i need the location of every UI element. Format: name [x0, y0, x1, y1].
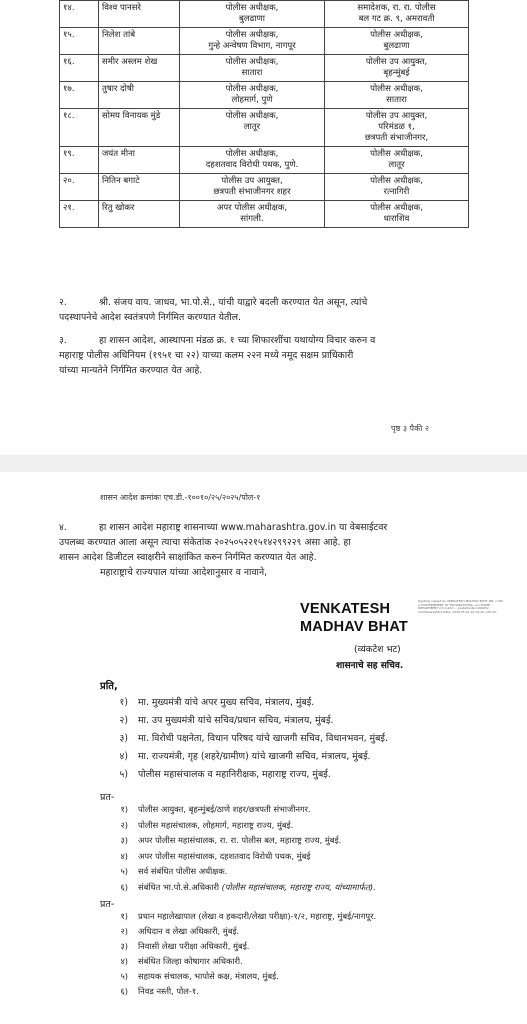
list-number: १)	[119, 697, 128, 708]
list-text: संबंधित जिल्हा कोषागार अधिकारी.	[138, 956, 243, 966]
list-item	[100, 833, 376, 849]
table-row	[60, 201, 469, 228]
officer-name-cell: रितु खोकर	[99, 201, 180, 228]
para-number: ४.	[59, 522, 67, 533]
list-number: १)	[120, 911, 128, 921]
list-text: पोलीस महासंचालक व महानिरीक्षक, महाराष्ट्र राज्य, मुंबई.	[138, 769, 331, 780]
para-text: हा शासन आदेश महाराष्ट्र शासनाच्या www.maharashtra.gov.in या वेबसाईटवर	[99, 522, 388, 533]
cell-line: समादेशक, रा. रा. पोलीस	[357, 3, 436, 13]
document-page-1	[0, 0, 527, 455]
list-number: २)	[119, 715, 128, 726]
signer-name-marathi: (व्यंकटेश भट)	[354, 645, 401, 655]
cell-line: धाराशिव	[383, 214, 410, 224]
cell-line: दहशतवाद विरोधी पथक, पुणे.	[205, 160, 299, 170]
para-text: शासन आदेश डिजीटल स्वाक्षरीने साक्षांकित करुन निर्गमित करण्यात येत आहे.	[59, 552, 317, 563]
list-item	[100, 939, 376, 954]
officer-name-cell: नितिन बगाटे	[99, 174, 180, 201]
cell-line: सातारा	[241, 68, 263, 78]
list-text: अपर पोलीस महासंचालक, दहशतवाद विरोधी पथक, मुंबई	[138, 850, 311, 861]
list-number: २)	[120, 819, 128, 830]
cell-line: सांगली.	[240, 214, 264, 224]
list-number: १)	[120, 804, 128, 814]
signature-certificate-details: Digitally signed by VENKATESH MADHAV BHAT DN: c=IN, o=GOVERNMENT OF MAHARASHTRA, ou=HOME DEPARTMENT 2.5.4.20=... postalCode=400032, st=Maharashtra Date: 2025.05.22 15:14:29 +05'30'	[418, 599, 504, 614]
table-row	[60, 28, 469, 55]
list-text: अपर पोलीस महासंचालक, रा. रा. पोलीस बल, महाराष्ट्र राज्य, मुंबई.	[138, 835, 342, 845]
cell-line: बृहन्मुंबई	[383, 68, 410, 78]
cell-line: पोलीस उप आयुक्त,	[365, 111, 428, 121]
cell-line: पोलीस अधीक्षक,	[370, 30, 423, 40]
current-post-cell	[180, 55, 325, 82]
new-post-cell	[325, 28, 469, 55]
cell-line: पोलीस अधीक्षक,	[225, 57, 279, 67]
page-separator	[0, 455, 527, 472]
file-reference: शासन आदेश क्रमांकः एच.डी.-१००१०/२५/२०२५/पोल-१	[100, 493, 261, 502]
list-item	[100, 969, 376, 984]
para-text: हा शासन आदेश, आस्थापना मंडळ क्र. १ च्या शिफारशींचा यथायोग्य विचार करुन व	[99, 335, 376, 346]
list-number: ३)	[120, 835, 128, 845]
list-text: अधिदान व लेखा अधिकारी, मुंबई.	[138, 926, 240, 936]
list-item	[100, 766, 388, 784]
signature-name-line2: MADHAV BHAT	[300, 619, 408, 635]
list-item	[100, 802, 376, 818]
new-post-cell	[325, 201, 469, 228]
cell-line: रत्नागिरी	[383, 187, 410, 197]
recipients-list	[100, 694, 388, 784]
list-text: निवासी लेखा परीक्षा अधिकारी, मुंबई.	[138, 941, 250, 951]
list-item	[100, 984, 376, 999]
current-post-cell	[180, 1, 325, 28]
serial-cell: १७.	[60, 82, 99, 109]
cell-line: छत्रपती संभाजीनगर,	[364, 133, 429, 143]
officer-transfer-table	[59, 0, 469, 228]
serial-cell: १८.	[60, 109, 99, 147]
list-text: मा. उप मुख्यमंत्री यांचे सचिव/प्रधान सचिव, मंत्रालय, मुंबई.	[138, 715, 334, 726]
list-item	[100, 954, 376, 969]
list-text: मा. मुख्यमंत्री यांचे अपर मुख्य सचिव, मंत्रालय, मुंबई.	[138, 697, 315, 708]
current-post-cell	[180, 201, 325, 228]
list-item	[100, 748, 388, 766]
cell-line: लोहमार्ग, पुणे	[231, 95, 273, 105]
signature-name-line1: VENKATESH	[300, 601, 391, 617]
list-text: पोलीस आयुक्त, बृहन्मुंबई/ठाणे शहर/छत्रपती संभाजीनगर.	[138, 804, 311, 814]
new-post-cell	[325, 1, 469, 28]
list-note: (पोलीस महासंचालक, महाराष्ट्र राज्य, यांच्यामार्फत).	[221, 881, 376, 892]
table-row	[60, 1, 469, 28]
serial-cell: १४.	[60, 1, 99, 28]
cell-line: बुलढाणा	[383, 41, 410, 51]
list-number: ६)	[120, 881, 128, 892]
officer-name-cell: विश्व पानसरे	[99, 1, 180, 28]
serial-cell: १५.	[60, 28, 99, 55]
cell-line: पोलीस उप आयुक्त,	[365, 57, 428, 67]
list-number: ६)	[120, 986, 128, 996]
table-row	[60, 174, 469, 201]
current-post-cell	[180, 28, 325, 55]
list-number: ४)	[120, 956, 128, 966]
new-post-cell	[325, 147, 469, 174]
list-item	[100, 864, 376, 880]
list-item	[100, 818, 376, 834]
cell-line: पोलीस अधीक्षक,	[370, 149, 423, 159]
para-text: पदस्थापनेचे आदेश स्वतंत्रपणे निर्गमित करण्यात येतील.	[59, 312, 241, 323]
copy-list-1	[100, 802, 376, 895]
list-item	[100, 694, 388, 712]
new-post-cell	[325, 82, 469, 109]
list-item	[100, 880, 376, 896]
new-post-cell	[325, 109, 469, 147]
list-text: प्रधान महालेखापाल (लेखा व हकदारी/लेखा परीक्षा)-१/२, महाराष्ट्र, मुंबई/नागपूर.	[138, 911, 377, 921]
list-item	[100, 730, 388, 748]
cell-line: पोलीस अधीक्षक,	[370, 176, 423, 186]
paragraph-4	[59, 520, 479, 565]
list-item	[100, 909, 376, 924]
signer-designation: शासनाचे सह सचिव.	[336, 661, 404, 671]
cell-line: पोलीस उप आयुक्त,	[221, 176, 283, 186]
serial-cell: २१.	[60, 201, 99, 228]
cell-line: परिमंडळ १,	[378, 122, 415, 132]
prat-heading-1: प्रत-	[100, 792, 115, 803]
new-post-cell	[325, 174, 469, 201]
table-row	[60, 109, 469, 147]
cell-line: लातूर	[388, 160, 405, 170]
serial-cell: १९.	[60, 147, 99, 174]
table-row	[60, 147, 469, 174]
cell-line: बल गट क्र. ९, अमरावती	[358, 14, 435, 24]
cell-line: पोलीस अधीक्षक,	[225, 149, 279, 159]
new-post-cell	[325, 55, 469, 82]
paragraph-2	[59, 295, 479, 325]
serial-cell: १६.	[60, 55, 99, 82]
cell-line: पोलीस अधीक्षक,	[225, 30, 279, 40]
prat-heading-2: प्रत-	[100, 899, 115, 910]
page-number: पृष्ठ ३ पैकी २	[391, 424, 429, 433]
cell-line: अपर पोलीस अधीक्षक,	[216, 203, 288, 213]
officer-name-cell: समीर अस्लम शेख	[99, 55, 180, 82]
table-row	[60, 55, 469, 82]
para-text: महाराष्ट्र पोलीस अधिनियम (१९५१ चा २२) याच्या कलम २२न मध्ये नमूद सक्षम प्राधिकारी	[59, 350, 354, 361]
prati-heading: प्रति,	[100, 681, 118, 692]
cell-line: पोलीस अधीक्षक,	[370, 84, 423, 94]
cell-line: पोलीस अधीक्षक,	[370, 203, 423, 213]
current-post-cell	[180, 82, 325, 109]
officer-name-cell: निलेश तांबे	[99, 28, 180, 55]
cell-line: सातारा	[386, 95, 407, 105]
governor-order-line: महाराष्ट्राचे राज्यपाल यांच्या आदेशानुसार व नावाने,	[100, 567, 268, 578]
list-number: ३)	[119, 733, 128, 744]
cell-line: गुन्हे अन्वेषण विभाग, नागपूर	[208, 41, 296, 51]
list-text: पोलीस महासंचालक, लोहमार्ग, महाराष्ट्र राज्य, मुंबई.	[138, 819, 294, 830]
cell-line: लातूर	[243, 122, 261, 132]
list-number: ५)	[120, 866, 128, 876]
list-number: ५)	[120, 971, 128, 981]
list-text: मा. राज्यमंत्री, गृह (शहरे/ग्रामीण) यांचे खाजगी सचिव, मंत्रालय, मुंबई.	[138, 751, 371, 762]
cell-line: पोलीस अधीक्षक,	[225, 3, 279, 13]
list-number: ५)	[119, 769, 128, 780]
list-text: मा. विरोधी पक्षनेता, विधान परिषद यांचे खाजगी सचिव, विधानभवन, मुंबई.	[138, 733, 388, 744]
list-number: २)	[120, 926, 128, 936]
list-item	[100, 712, 388, 730]
current-post-cell	[180, 109, 325, 147]
cell-line: पोलीस अधीक्षक,	[225, 84, 279, 94]
para-number: ३.	[59, 335, 67, 346]
list-number: ४)	[119, 751, 128, 762]
cell-line: छत्रपती संभाजीनगर शहर	[213, 187, 291, 197]
document-page-2	[0, 472, 527, 1024]
para-text: श्री. संजय वाय. जाधव, भा.पो.से., यांची याद्वारे बदली करण्यात येत असून, त्यांचे	[99, 297, 368, 308]
list-text: संबंधित भा.पो.से.अधिकारी	[138, 881, 219, 892]
copy-list-2	[100, 909, 376, 999]
table-row	[60, 82, 469, 109]
list-text: निवड नस्ती, पोल-१.	[138, 986, 199, 996]
list-text: सहायक संचालक, भापोसे कक्ष, मंत्रालय, मुंबई.	[138, 971, 279, 981]
officer-name-cell: सोमय विनायक मुंडे	[99, 109, 180, 147]
para-text: यांच्या मान्यतेने निर्गमित करण्यात येत आहे.	[59, 365, 203, 376]
current-post-cell	[180, 174, 325, 201]
list-text: सर्व संबंधित पोलीस अधीक्षक.	[138, 866, 228, 876]
cell-line: बुलढाणा	[239, 14, 265, 24]
serial-cell: २०.	[60, 174, 99, 201]
officer-name-cell: तुषार दोषी	[99, 82, 180, 109]
list-item	[100, 924, 376, 939]
current-post-cell	[180, 147, 325, 174]
para-number: २.	[59, 297, 67, 308]
cell-line: पोलीस अधीक्षक,	[225, 111, 279, 121]
list-number: ४)	[120, 850, 128, 861]
officer-name-cell: जयंत मीना	[99, 147, 180, 174]
para-text: उपलब्ध करण्यात आला असून त्याचा संकेतांक २०२५०५२२१५१४२९९२२९ असा आहे. हा	[59, 537, 351, 548]
paragraph-3	[59, 333, 484, 378]
list-number: ३)	[120, 941, 128, 951]
list-item	[100, 849, 376, 865]
